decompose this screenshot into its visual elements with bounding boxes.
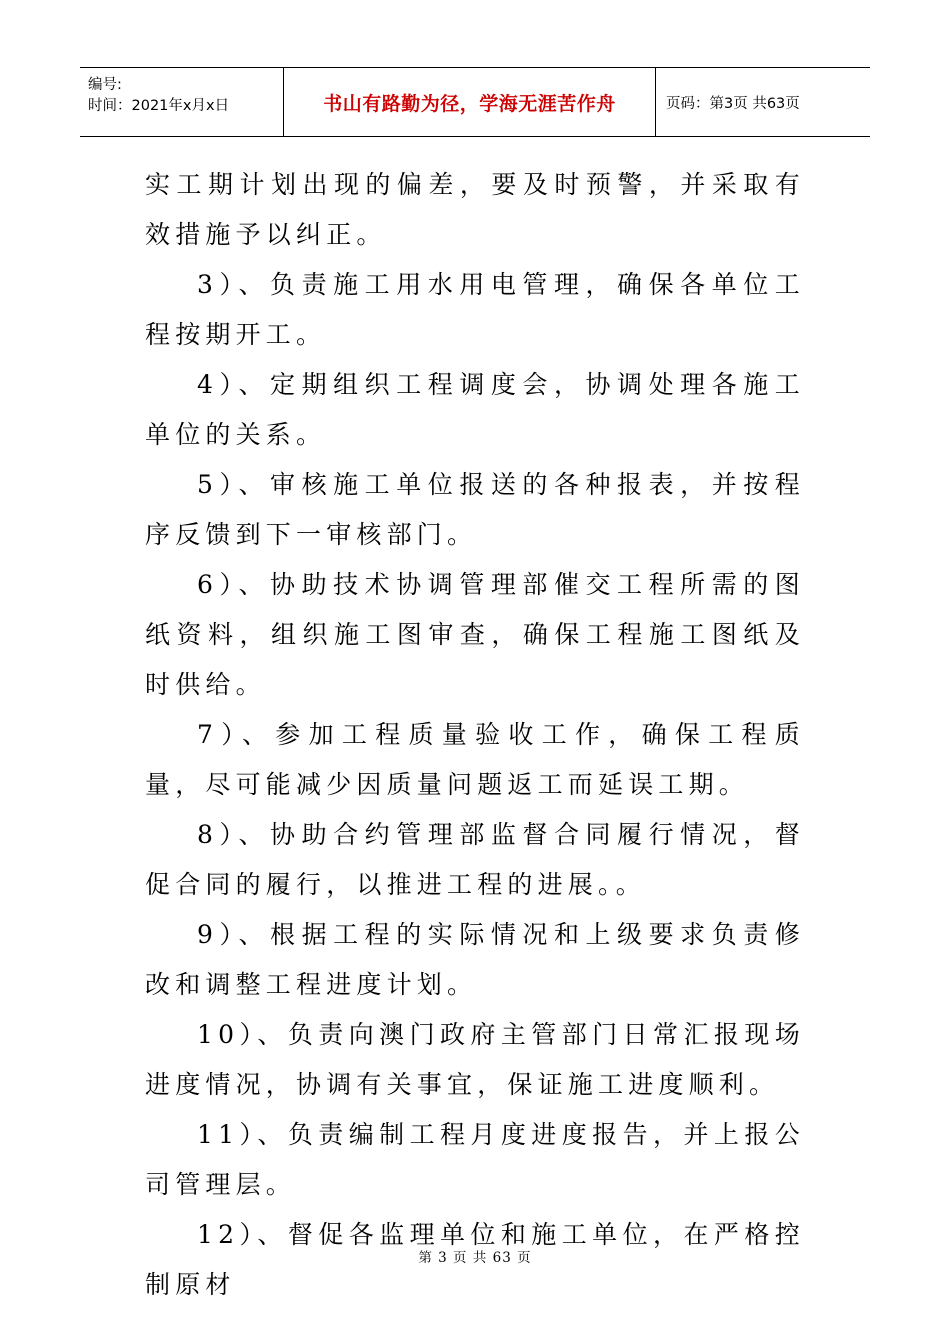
- paragraph-item-7: 7）、参加工程质量验收工作，确保工程质量，尽可能减少因质量问题返工而延误工期。: [145, 720, 805, 799]
- document-header: [80, 67, 870, 137]
- header-meta-cell: [80, 68, 284, 136]
- document-date-label: 时间：2021年x月x日: [88, 98, 230, 114]
- paragraph-item-11: 11）、负责编制工程月度进度报告，并上报公司管理层。: [145, 1120, 805, 1199]
- paragraph-item-4: 4）、定期组织工程调度会，协调处理各施工单位的关系。: [145, 370, 805, 449]
- page-footer: 第 3 页 共 63 页: [418, 1250, 532, 1266]
- document-number-label: 编号:: [88, 77, 122, 93]
- paragraph-item-6: 6）、协助技术协调管理部催交工程所需的图纸资料，组织施工图审查，确保工程施工图纸及时供给。: [145, 570, 805, 699]
- header-page-info: 页码：第3页 共63页: [666, 95, 800, 112]
- document-body: [145, 160, 805, 1310]
- header-motto-cell: [284, 68, 656, 136]
- paragraph-item-3: 3）、负责施工用水用电管理，确保各单位工程按期开工。: [145, 270, 805, 349]
- paragraph-item-8: 8）、协助合约管理部监督合同履行情况，督促合同的履行，以推进工程的进展。。: [145, 820, 805, 899]
- paragraph-item-9: 9）、根据工程的实际情况和上级要求负责修改和调整工程进度计划。: [145, 920, 805, 999]
- paragraph-item-10: 10）、负责向澳门政府主管部门日常汇报现场进度情况，协调有关事宜，保证施工进度顺利。: [145, 1020, 805, 1099]
- paragraph-item-12: 12）、督促各监理单位和施工单位，在严格控制原材: [145, 1220, 805, 1299]
- header-motto: 书山有路勤为径，学海无涯苦作舟: [323, 92, 616, 115]
- paragraph-item-5: 5）、审核施工单位报送的各种报表，并按程序反馈到下一审核部门。: [145, 470, 805, 549]
- paragraph-continued: 实工期计划出现的偏差，要及时预警，并采取有效措施予以纠正。: [145, 170, 805, 249]
